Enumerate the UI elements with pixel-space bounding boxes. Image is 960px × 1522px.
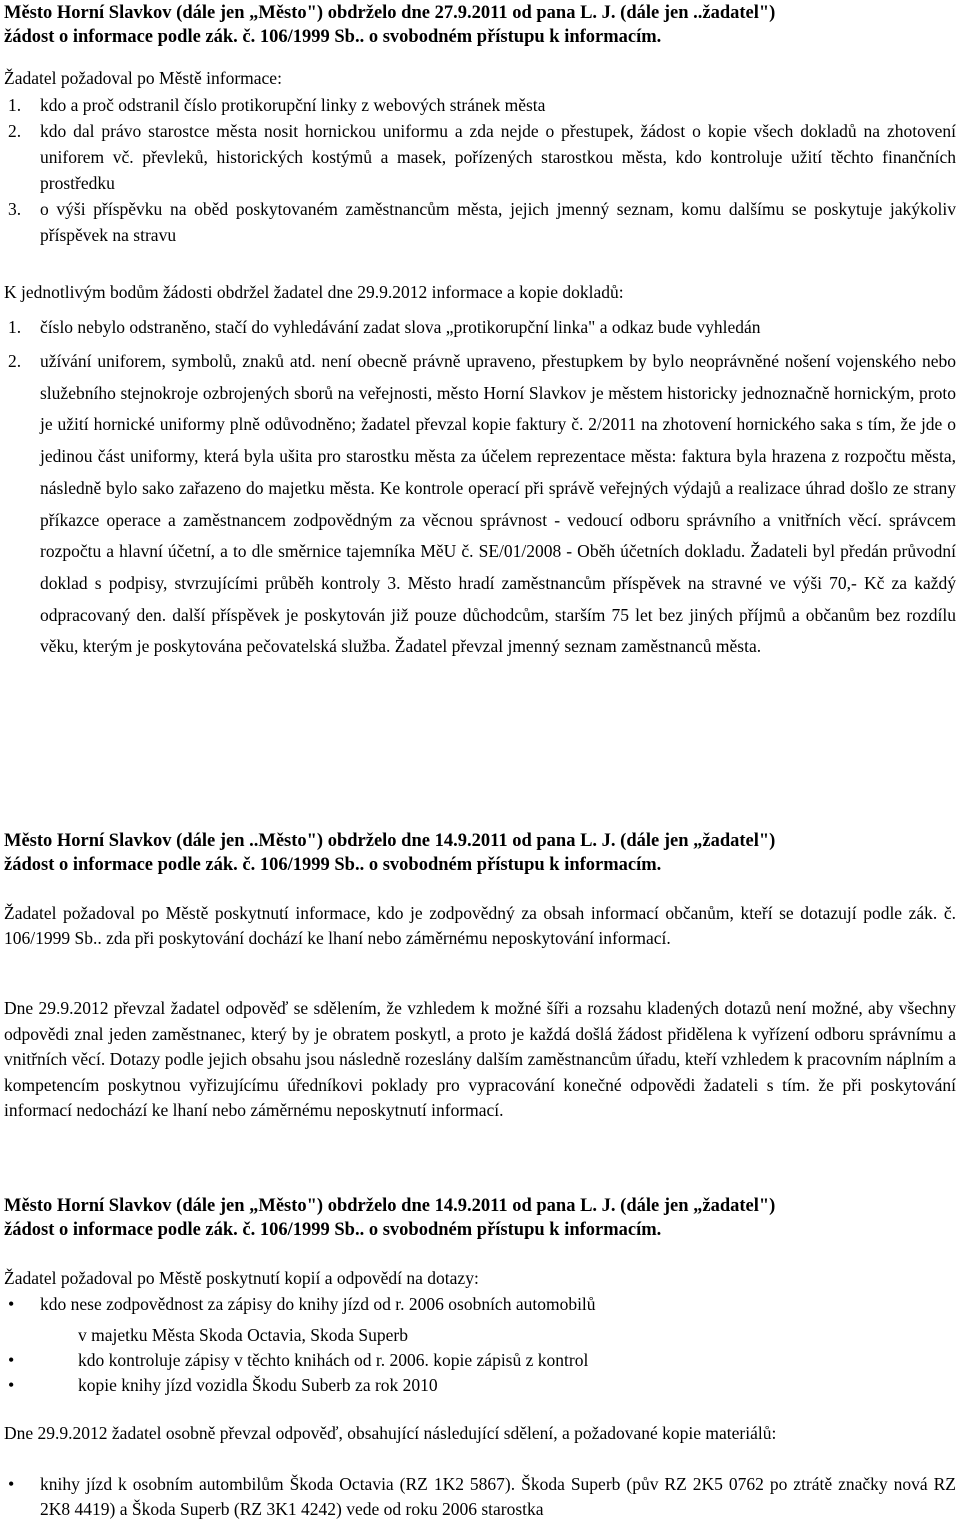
list-number: 1. — [8, 95, 22, 115]
list-text: kdo dal právo starostce města nosit hornickou uniformu a zda nejde o přestupek, žádost o kopie všech dokladů na zhotovení uniforem vč. převleků, historických kostýmů a masek, pořízených starostkou města, kdo kontroluje užití těchto finančních prostředku — [40, 121, 956, 193]
list-text: kopie knihy jízd vozidla Škodu Suberb za rok 2010 — [78, 1375, 438, 1395]
list-text: knihy jízd k osobním autombilům Škoda Octavia (RZ 1K2 5867). Škoda Superb (pův RZ 2K5 0762 po ztrátě značky nová RZ 2K8 4419) a Škoda Superb (RZ 3K1 4242) vede od roku 2006 starostka — [40, 1474, 956, 1519]
section3-header — [4, 1194, 956, 1242]
section2-answer: Dne 29.9.2012 převzal žadatel odpověď se sdělením, že vzhledem k možné šíři a rozsahu kladených dotazů není možné, aby všechny odpovědi znal jeden zaměstnanec, který by je obratem poskytl, a proto je každá došlá žádost přidělena k vyřízení odboru správnímu a vnitřních věcí. Dotazy podle jejich obsahu jsou následně rozeslány dalším zaměstnancům úřadu, kteří vzhledem k pracovním náplním a kompetencím poskytnou vyřizujícímu úředníkovi poklady pro vypracování konečné odpovědi žadateli s tím. že při poskytování informací nedochází ke lhaní nebo záměrnému neposkytnutí informací. — [4, 998, 956, 1120]
list-text: kdo nese zodpovědnost za zápisy do knihy jízd od r. 2006 osobních automobilů — [40, 1294, 596, 1314]
section3-answer-list — [4, 1472, 956, 1522]
section2-request: Žadatel požadoval po Městě poskytnutí informace, kdo je zodpovědný za obsah informací občanům, kteří se dotazují podle zák. č. 106/1999 Sb.. zda při poskytování dochází ke lhaní nebo záměrnému neposkytování informací. — [4, 903, 956, 948]
bullet-icon: • — [8, 1294, 15, 1314]
list-number: 3. — [8, 199, 22, 219]
bullet-icon: • — [8, 1350, 15, 1370]
list-item-continuation: v majetku Města Skoda Octavia, Skoda Superb — [78, 1325, 409, 1345]
list-text: o výši příspěvku na oběd poskytovaném zaměstnancům města, jejich jmenný seznam, komu dalšímu se poskytuje jakýkoliv příspěvek na stravu — [40, 199, 956, 245]
section3-header-line1: Město Horní Slavkov (dále jen „Město") obdrželo dne 14.9.2011 od pana L. J. (dále jen „žadatel") — [4, 1196, 776, 1216]
section2-header-line1: Město Horní Slavkov (dále jen ..Město") obdrželo dne 14.9.2011 od pana L. J. (dále jen „žadatel") — [4, 831, 776, 851]
section3-bullet-list — [4, 1292, 956, 1398]
section2-header — [4, 829, 956, 877]
bullet-icon: • — [8, 1375, 15, 1395]
list-text: kdo kontroluje zápisy v těchto knihách od r. 2006. kopie zápisů z kontrol — [78, 1350, 589, 1370]
list-number: 2. — [8, 351, 22, 371]
section1-header-line2: žádost o informace podle zák. č. 106/1999 Sb.. o svobodném přístupu k informacím. — [4, 27, 662, 47]
list-item — [4, 312, 956, 342]
section2-header-line2: žádost o informace podle zák. č. 106/1999 Sb.. o svobodném přístupu k informacím. — [4, 855, 662, 875]
list-text: kdo a proč odstranil číslo protikorupční linky z webových stránek města — [40, 95, 546, 115]
list-item — [4, 1348, 956, 1373]
list-item — [4, 92, 956, 118]
list-item — [4, 1292, 956, 1317]
list-item — [4, 118, 956, 196]
list-item — [4, 346, 956, 663]
section3-intro: Žadatel požadoval po Městě poskytnutí kopií a odpovědí na dotazy: — [4, 1268, 479, 1288]
list-text: užívání uniforem, symbolů, znaků atd. není obecně právně upraveno, přestupkem by bylo neoprávněné nošení vojenského nebo služebního stejnokroje ozbrojených sborů na veřejnosti, město Horní Slavkov je městem historicky jednoznačně hornickým, proto je užití hornické uniformy plně odůvodněno; žadatel převzal kopie faktury č. 2/2011 na zhotovení hornického saka s tím, že jde o jedinou část uniformy, která byla ušita pro starostku města za účelem reprezentace města: faktura byla hrazena z rozpočtu města, následně bylo sako zařazeno do majetku města. Ke kontrole operací při správě veřejných výdajů a realizace úhrad došlo ze strany příkazce operace a zaměstnancem zodpovědným za věcnou správnost - vedoucí odboru správního a vnitřních věcí. správcem rozpočtu a hlavní účetní, a to dle směrnice tajemníka MěU č. SE/01/2008 - Oběh účetních dokladu. Žadateli byl předán průvodní doklad s podpisy, stvrzujícími průběh kontroly 3. Město hradí zaměstnancům příspěvek na stravné ve výši 70,- Kč za každý odpracovaný den. další příspěvek je poskytován již pouze důchodcům, starším 75 let bez jiných příjmů a občanům bez rozdílu věku, kterým je poskytována pečovatelská služba. Žadatel převzal jmenný seznam zaměstnanců města. — [40, 351, 956, 657]
list-number: 2. — [8, 121, 22, 141]
section1-intro: Žadatel požadoval po Městě informace: — [4, 68, 282, 88]
section1-header-line1: Město Horní Slavkov (dále jen „Město") obdrželo dne 27.9.2011 od pana L. J. (dále jen ..žadatel") — [4, 3, 776, 23]
list-item — [4, 196, 956, 248]
section1-answer-list — [4, 312, 956, 663]
section1-header — [4, 1, 956, 49]
section1-answer-intro: K jednotlivým bodům žádosti obdržel žadatel dne 29.9.2012 informace a kopie dokladů: — [4, 282, 624, 302]
section1-request-list — [4, 92, 956, 248]
list-number: 1. — [8, 317, 22, 337]
bullet-icon: • — [8, 1474, 15, 1494]
list-item — [4, 1472, 956, 1522]
section3-header-line2: žádost o informace podle zák. č. 106/1999 Sb.. o svobodném přístupu k informacím. — [4, 1220, 662, 1240]
section3-answer: Dne 29.9.2012 žadatel osobně převzal odpověď, obsahující následující sdělení, a požadované kopie materiálů: — [4, 1423, 777, 1443]
list-text: číslo nebylo odstraněno, stačí do vyhledávání zadat slova „protikorupční linka" a odkaz bude vyhledán — [40, 317, 761, 337]
list-item — [4, 1373, 956, 1398]
